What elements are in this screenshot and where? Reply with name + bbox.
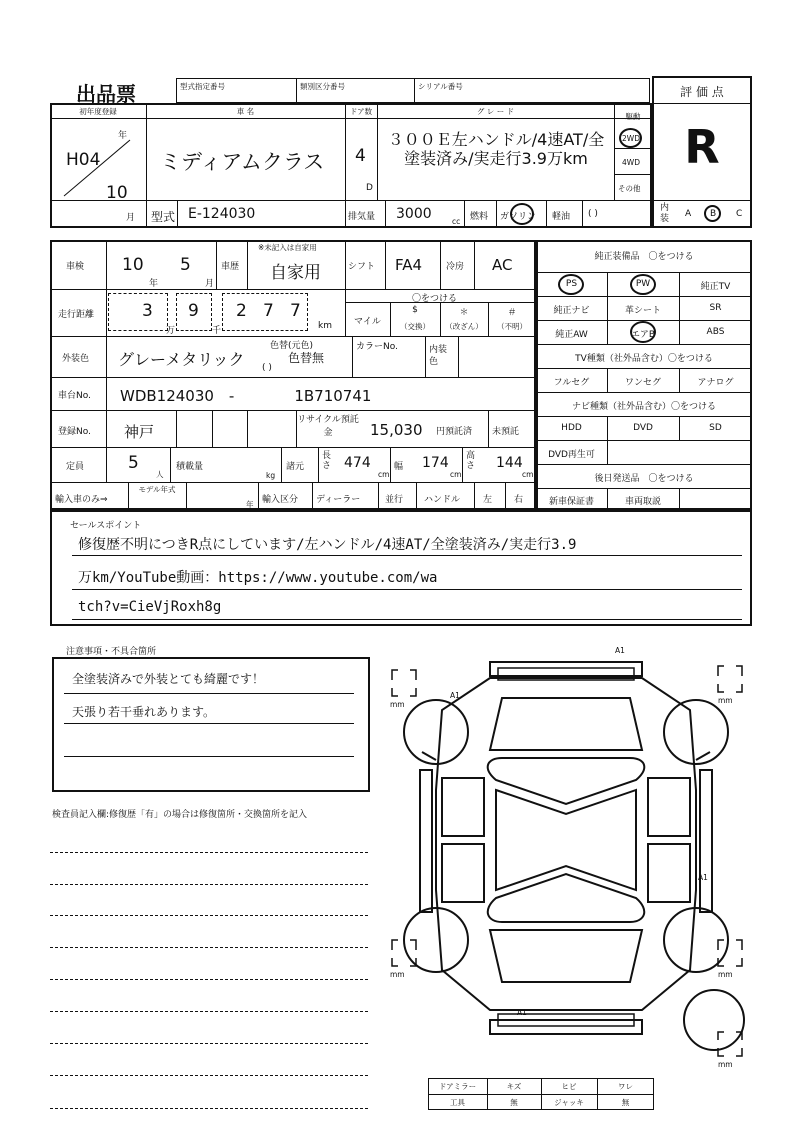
month-unit: 月 xyxy=(126,213,136,223)
legend-tools: 工具 xyxy=(450,1098,465,1107)
drive-label: 駆動 xyxy=(625,112,641,121)
form-title: 出品票 xyxy=(76,82,136,106)
mileage-digit-4: 7 xyxy=(263,301,274,321)
inspector-label: 検査員記入欄:修復歴「有」の場合は修復箇所・交換箇所を記入 xyxy=(52,810,308,820)
legend-mirror: ドアミラー xyxy=(438,1082,477,1091)
nav-dvd: DVD xyxy=(633,423,653,433)
drive-2wd: 2WD xyxy=(622,134,640,143)
legend-crack: ヒビ xyxy=(561,1082,577,1091)
mileage-digit-2: 9 xyxy=(188,301,199,321)
equip-pw-circle xyxy=(630,274,656,295)
doors-d: D xyxy=(366,183,373,193)
interior-b-circle xyxy=(704,205,721,222)
legend-jack-value: 無 xyxy=(621,1098,630,1107)
recycle-value: 15,030 xyxy=(370,421,423,439)
length-unit: cm xyxy=(378,470,390,479)
tv-analog: アナログ xyxy=(697,378,734,388)
repaint-paren: ( ) xyxy=(262,363,272,373)
diesel-label: 軽油 xyxy=(552,212,571,222)
shift-value: FA4 xyxy=(395,256,423,274)
fuel-label: 燃料 xyxy=(470,212,489,222)
capacity-value: 5 xyxy=(128,453,139,473)
width-unit: cm xyxy=(450,470,462,479)
tampered-label: （改ざん） xyxy=(445,322,483,331)
tv-fullseg: フルセグ xyxy=(553,378,590,388)
a1-marker-rear: A1 xyxy=(517,1008,527,1017)
sales-point-label: セールスポイント xyxy=(70,521,142,531)
import-dealer: ディーラー xyxy=(316,495,361,505)
km-unit: km xyxy=(318,321,332,331)
registration-label: 登録No. xyxy=(58,427,91,437)
inspection-year-unit: 年 xyxy=(149,279,159,289)
inspection-label: 車検 xyxy=(66,262,85,272)
import-right: 右 xyxy=(514,495,524,505)
interior-c: C xyxy=(736,209,743,219)
a1-marker-hood: A1 xyxy=(450,691,460,700)
header-id-box xyxy=(176,78,650,103)
model-year-unit: 年 xyxy=(246,500,254,509)
load-label: 積載量 xyxy=(176,462,204,472)
grade-value: ３００Ｅ左ハンドル/4速AT/全塗装済み/実走行3.9万km xyxy=(387,130,605,168)
notes-label: 注意事項・不具合箇所 xyxy=(66,647,157,657)
mm-rear-right: mm xyxy=(718,970,733,979)
nav-hdd: HDD xyxy=(561,423,582,433)
height-label: 高さ xyxy=(466,451,476,471)
mileage-label: 走行距離 xyxy=(58,310,95,320)
dvd-playback: DVD再生可 xyxy=(548,450,595,460)
docs-warranty: 新車保証書 xyxy=(548,497,594,507)
nav-sd: SD xyxy=(709,423,722,433)
chassis-value: WDB124030 - 1B710741 xyxy=(120,387,372,405)
drive-other: その他 xyxy=(618,184,641,193)
mileage-mark-label: 〇をつける xyxy=(412,294,458,304)
drive-4wd: 4WD xyxy=(622,158,640,167)
mm-front-left: mm xyxy=(390,700,405,709)
import-category-label: 輸入区分 xyxy=(262,495,299,505)
exchange-label: （交換） xyxy=(400,322,430,331)
recycle-unit: 円預託済 xyxy=(436,427,473,437)
first-reg-label: 初年度登録 xyxy=(79,107,117,116)
import-label: 輸入車のみ⇒ xyxy=(55,495,108,505)
repaint-value: 色替無 xyxy=(288,351,325,365)
interior-color-label: 内装色 xyxy=(429,345,448,367)
displacement-value: 3000 xyxy=(396,206,432,222)
year-unit: 年 xyxy=(118,131,128,141)
history-note: ※未記入は自家用 xyxy=(258,243,317,252)
sales-line-1: 修復歴不明につきR点にしています/左ハンドル/4速AT/全塗装済み/実走行3.9 xyxy=(78,537,577,553)
docs-title: 後日発送品 〇をつける xyxy=(594,474,694,484)
length-value: 474 xyxy=(344,455,371,471)
rating-value: R xyxy=(684,120,720,174)
ac-label: 冷房 xyxy=(446,262,465,272)
recycle-not: 未預託 xyxy=(492,427,520,437)
mileage-digit-3: 2 xyxy=(236,301,247,321)
length-label: 長さ xyxy=(322,451,332,471)
shift-label: シフト xyxy=(348,262,376,272)
equip-airbag-circle xyxy=(630,321,656,343)
docs-manual: 車両取説 xyxy=(624,497,661,507)
unknown-label: （不明） xyxy=(497,322,527,331)
sales-line-3: tch?v=CieVjRoxh8g xyxy=(78,599,222,615)
ac-value: AC xyxy=(492,256,513,274)
inspection-year: 10 xyxy=(122,255,144,275)
mile-label: マイル xyxy=(354,317,381,327)
history-label: 車歴 xyxy=(221,262,240,272)
a1-marker-right: A1 xyxy=(698,873,708,882)
color-label: 外装色 xyxy=(62,354,90,364)
model-value: E-124030 xyxy=(188,206,256,222)
mm-rear-left: mm xyxy=(390,970,405,979)
cc-unit: cc xyxy=(452,217,461,226)
displacement-label: 排気量 xyxy=(348,212,376,222)
a1-marker-front: A1 xyxy=(615,646,625,655)
mm-front-right: mm xyxy=(718,696,733,705)
tv-oneseg: ワンセグ xyxy=(624,378,661,388)
drive-2wd-circle xyxy=(619,128,642,148)
equip-leather: 革シート xyxy=(624,306,661,316)
equip-tv: 純正TV xyxy=(700,282,731,292)
interior-a: A xyxy=(685,209,692,219)
legend-break: ワレ xyxy=(618,1082,633,1091)
form-type-label: 型式指定番号 xyxy=(180,82,225,91)
class-label: 類別区分番号 xyxy=(300,82,345,91)
serial-label: シリアル番号 xyxy=(418,82,463,91)
fuel-value: ガソリン xyxy=(500,212,537,222)
doors-value: 4 xyxy=(355,146,366,166)
car-name-label: 車 名 xyxy=(236,107,255,116)
car-name: ミディアムクラス xyxy=(160,150,325,174)
fuel-circle xyxy=(510,203,534,225)
rating-label: 評 価 点 xyxy=(680,85,724,99)
mileage-digit-5: 7 xyxy=(290,301,301,321)
notes-line-1: 全塗装済みで外装とても綺麗です！ xyxy=(72,672,265,686)
equip-navi: 純正ナビ xyxy=(553,306,590,316)
sales-line-2: 万km/YouTube動画：https://www.youtube.com/wa xyxy=(78,570,438,586)
capacity-label: 定員 xyxy=(66,462,85,472)
grade-label: グ レ ー ド xyxy=(476,107,515,116)
history-value: 自家用 xyxy=(270,263,321,283)
tv-title: TV種類（社外品含む）〇をつける xyxy=(575,354,713,364)
equip-pw: PW xyxy=(635,279,651,289)
model-year-label: モデル年式 xyxy=(138,485,176,494)
sen-unit: 千 xyxy=(212,326,222,336)
legend-tools-value: 無 xyxy=(510,1098,518,1107)
height-value: 144 xyxy=(496,455,523,471)
equip-ps-circle xyxy=(558,274,584,295)
width-value: 174 xyxy=(422,455,449,471)
load-unit: kg xyxy=(266,471,276,480)
doors-label: ドア数 xyxy=(349,107,373,116)
inspection-month-unit: 月 xyxy=(205,279,215,289)
registration-value: 神戸 xyxy=(124,423,155,441)
model-label: 型式 xyxy=(151,210,176,224)
import-left: 左 xyxy=(483,495,493,505)
interior-label: 内装 xyxy=(660,203,670,224)
repaint-label: 色替(元色) xyxy=(270,341,314,351)
legend-scratch: キズ xyxy=(506,1082,522,1091)
legend-jack: ジャッキ xyxy=(554,1098,584,1107)
dims-label: 諸元 xyxy=(286,462,305,472)
height-unit: cm xyxy=(522,470,534,479)
equip-ps: PS xyxy=(565,279,578,289)
import-handle: ハンドル xyxy=(424,495,461,505)
equip-airbag: エアB xyxy=(630,330,656,340)
diesel-paren: ( ) xyxy=(588,209,598,219)
star-mark: ＊ xyxy=(459,308,469,318)
first-reg-year: H04 xyxy=(66,150,101,170)
first-reg-month: 10 xyxy=(106,183,128,203)
capacity-unit: 人 xyxy=(156,470,164,479)
width-label: 幅 xyxy=(394,462,404,472)
inspection-month: 5 xyxy=(180,255,191,275)
chassis-label: 車台No. xyxy=(58,391,91,401)
equip-abs: ABS xyxy=(706,327,725,337)
mm-spare: mm xyxy=(718,1060,733,1069)
mileage-digit-1: 3 xyxy=(142,301,153,321)
nav-title: ナビ種類（社外品含む）〇をつける xyxy=(571,402,716,412)
dollar-mark: $ xyxy=(412,305,418,315)
color-no-label: カラーNo. xyxy=(356,342,398,352)
equip-aw: 純正AW xyxy=(555,330,588,340)
car-damage-diagram xyxy=(380,640,760,1060)
man-unit: 万 xyxy=(166,326,176,336)
equip-sr: SR xyxy=(709,303,722,313)
notes-line-2: 天張り若干垂れあります。 xyxy=(72,705,216,719)
recycle-label: リサイクル預託金 xyxy=(297,415,359,438)
hash-mark: ＃ xyxy=(507,308,517,318)
equipment-title: 純正装備品 〇をつける xyxy=(594,252,694,262)
import-parallel: 並行 xyxy=(385,495,404,505)
interior-b: B xyxy=(710,209,717,219)
color-value: グレーメタリック xyxy=(118,350,245,369)
